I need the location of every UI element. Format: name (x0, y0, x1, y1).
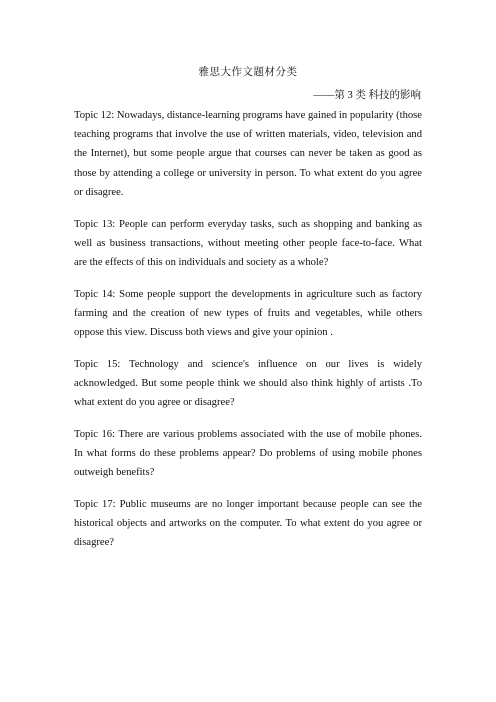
topic-17-paragraph: Topic 17: Public museums are no longer important because people can see the historical objects and artworks on the computer. To what extent do you agree or disagree? (74, 498, 422, 549)
topic-12-paragraph: Topic 12: Nowadays, distance-learning programs have gained in popularity (those teaching programs that involve the use of written materials, video, television and the Internet), but some people argue that courses can never be taken as good as those by attending a college or university in person. To what extent do you agree or disagree. (74, 110, 422, 198)
topics-list (74, 106, 422, 565)
topic-13-paragraph: Topic 13: People can perform everyday tasks, such as shopping and banking as well as business transactions, without meeting other people face-to-face. What are the effects of this on individuals and society as a whole? (74, 218, 422, 268)
page-subtitle: ——第 3 类 科技的影响 (313, 90, 421, 101)
topic-14-paragraph: Topic 14: Some people support the developments in agriculture such as factory farming and the creation of new types of fruits and vegetables, while others oppose this view. Discuss both views and give your opinion . (74, 288, 422, 339)
page-title: 雅思大作文题材分类 (198, 67, 298, 78)
topic-16-paragraph: Topic 16: There are various problems associated with the use of mobile phones. In what forms do these problems appear? Do problems of using mobile phones outweigh benefits? (74, 428, 422, 479)
topic-15-paragraph: Topic 15: Technology and science's influence on our lives is widely acknowledged. But some people think we should also think highly of artists .To what extent do you agree or disagree? (74, 358, 422, 409)
